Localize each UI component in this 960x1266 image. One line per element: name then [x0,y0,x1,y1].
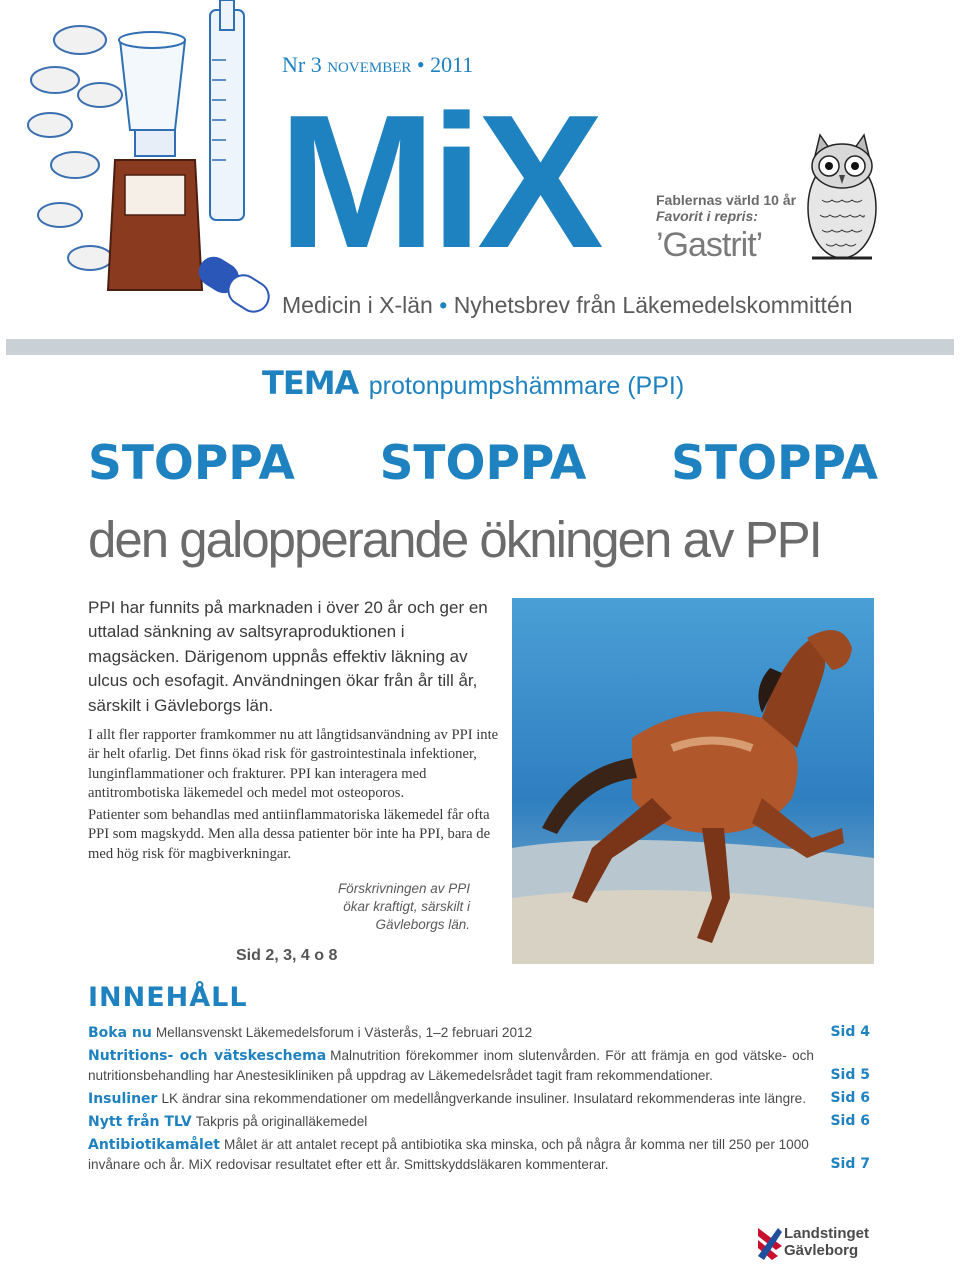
bullet-icon: • [439,292,448,318]
contents-heading: INNEHÅLL [88,982,248,1013]
stoppa-word: STOPPA [671,436,878,491]
issue-line [282,52,473,78]
stoppa-word: STOPPA [88,436,295,491]
contents-entry[interactable] [88,1135,874,1174]
intro-paragraph: PPI har funnits på marknaden i över 20 år och ger en uttalad sänkning av saltsyraproduktionen i magsäcken. Därigenom uppnås effektiv läkning av ulcus och esofagit. Användningen ökar från år till år, särskilt i Gävleborgs län. [88,598,488,715]
entry-title: Insuliner [88,1091,158,1107]
entry-title: Nutritions- och vätskeschema [88,1048,327,1064]
header-rule [6,339,954,355]
horse-painting [512,598,874,964]
stoppa-word: STOPPA [379,436,587,491]
entry-page: Sid 5 [830,1067,870,1083]
contents-list [88,1023,874,1178]
theme-label: TEMA [262,364,359,402]
fable-title: ’Gastrit’ [656,226,763,264]
theme-line [262,364,684,402]
fable-line2: Favorit i repris: [656,208,758,224]
entry-text: Takpris på originalläkemedel [195,1114,368,1129]
entry-title: Nytt från TLV [88,1114,192,1130]
entry-title: Boka nu [88,1025,152,1041]
article-body [88,726,508,867]
contents-entry[interactable] [88,1112,874,1131]
stoppa-row [88,436,878,491]
pages-reference: Sid 2, 3, 4 o 8 [236,947,338,964]
entry-text: Malnutrition förekommer inom slutenvården. För att främja en god vätske- och nutritionsbehandling har Anestesikliniken på uppdrag av Läkemedelsrådet tagit fram rekommendationer. [88,1048,814,1083]
subtitle-left: Medicin i X-län [282,292,433,318]
medicine-illustration [20,0,288,335]
newsletter-subtitle [282,292,853,319]
owl-illustration [792,120,892,270]
issue-year: 2011 [430,52,474,77]
entry-page: Sid 4 [830,1024,870,1040]
org-line1: Landstinget [784,1225,869,1242]
entry-text: LK ändrar sina rekommendationer om medellångverkande insuliner. Insulatard rekommenderas inte längre. [161,1091,806,1106]
entry-text: Mellansvenskt Läkemedelsforum i Västerås, 1–2 februari 2012 [155,1025,533,1040]
contents-entry[interactable] [88,1023,874,1042]
issue-number: Nr 3 [282,52,322,77]
landstinget-logo-icon [756,1226,784,1262]
fable-line1: Fablernas värld 10 år [656,192,797,208]
fable-box [656,192,796,265]
entry-page: Sid 6 [830,1113,870,1129]
entry-title: Antibiotikamålet [88,1137,221,1153]
bullet-icon: • [416,52,425,77]
entry-page: Sid 6 [830,1090,870,1106]
body-paragraph: Patienter som behandlas med antiinflammatoriska läkemedel får ofta PPI som magskydd. Men alla dessa patienter bör inte ha PPI, bara de med hög risk för magbiverkningar. [88,807,491,862]
contents-entry[interactable] [88,1046,874,1085]
issue-month: november [327,52,412,77]
entry-text: Målet är att antalet recept på antibiotika ska minska, och på några år komma ner till 250 per 1000 invånare och år. MiX redovisar resultatet efter ett år. Smittskyddsläkaren kommenterar. [88,1137,809,1172]
org-line2: Gävleborg [784,1242,859,1259]
theme-topic: protonpumpshämmare (PPI) [368,372,685,400]
subtitle-right: Nyhetsbrev från Läkemedelskommittén [453,292,853,318]
mix-logo: MiX [278,76,598,288]
image-caption: Förskrivningen av PPI ökar kraftigt, särskilt i Gävleborgs län. [337,881,470,932]
entry-page: Sid 7 [830,1156,870,1172]
headline: den galopperande ökningen av PPI [88,511,821,568]
contents-entry[interactable] [88,1089,874,1108]
body-paragraph: I allt fler rapporter framkommer nu att långtidsanvändning av PPI inte är helt ofarlig. Det finns ökad risk för gastrointestinala infektioner, lunginflammationer och frakturer. PPI kan interagera med antitrombotiska läkemedel och medel mot osteoporos. [88,727,499,801]
organization-name [784,1225,869,1259]
